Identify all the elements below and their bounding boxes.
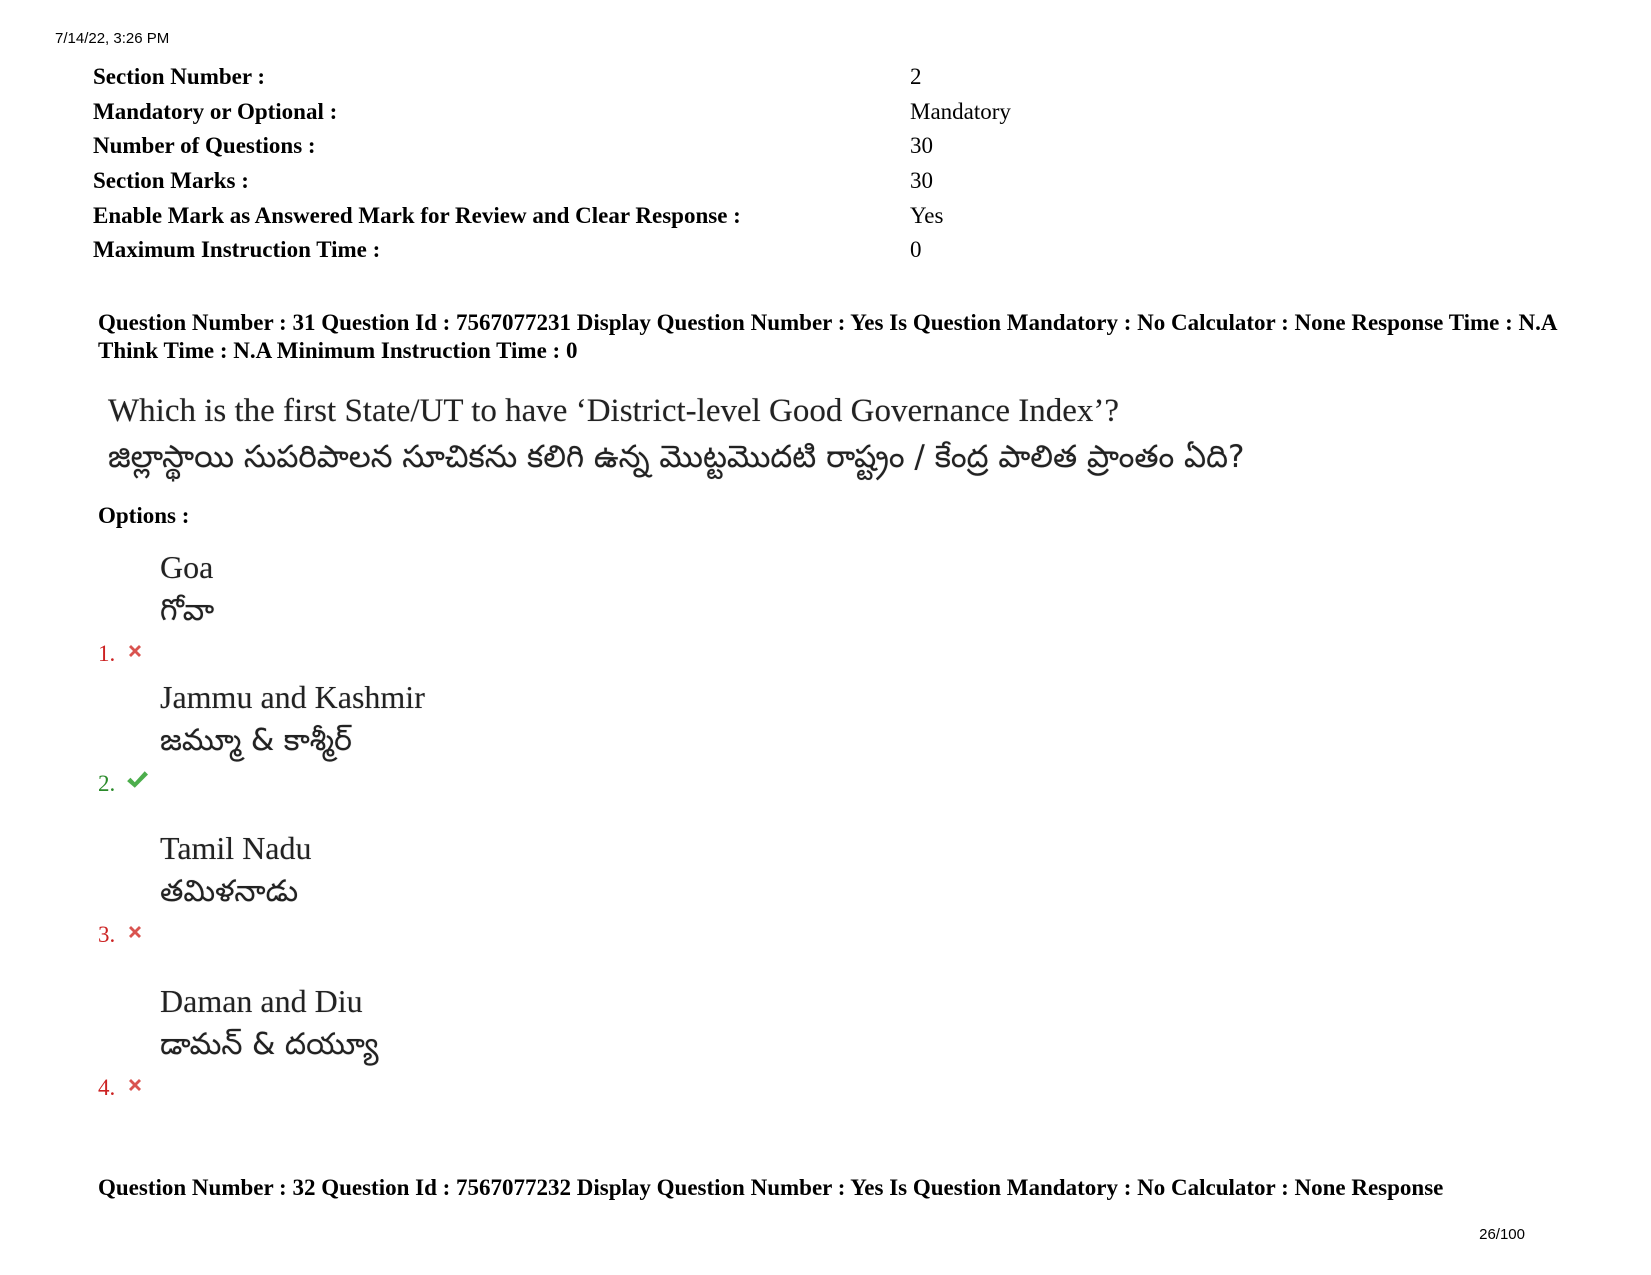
page-number: 26/100 xyxy=(1479,1226,1525,1243)
next-question-header: Question Number : 32 Question Id : 7567077232 Display Question Number : Yes Is Question Mandatory : No Calculator : None Response xyxy=(98,1175,1444,1200)
section-info-row xyxy=(93,198,1011,233)
option-text xyxy=(160,545,214,633)
section-info-row xyxy=(93,129,1011,164)
cross-icon xyxy=(125,1075,145,1095)
section-info-label: Maximum Instruction Time : xyxy=(93,237,381,263)
option-item xyxy=(98,826,898,956)
cross-icon xyxy=(125,922,145,942)
option-number: 1. xyxy=(98,641,116,666)
section-info-value: 2 xyxy=(910,64,922,90)
cross-icon xyxy=(125,641,145,661)
options-label: Options : xyxy=(98,503,190,528)
section-info-label: Enable Mark as Answered Mark for Review and Clear Response : xyxy=(93,202,741,228)
option-item xyxy=(98,545,898,675)
option-text-telugu: తమిళనాడు xyxy=(160,874,299,909)
question-header: Question Number : 31 Question Id : 7567077231 Display Question Number : Yes Is Question Mandatory : No Calculator : None Response Time : N.A Think Time : N.A Minimum Instruction Time : 0 xyxy=(98,310,1557,363)
option-text-english: Tamil Nadu xyxy=(160,830,312,866)
question-text xyxy=(108,388,1244,480)
option-text xyxy=(160,675,425,763)
section-info-label: Section Marks : xyxy=(93,168,249,194)
section-info-row xyxy=(93,164,1011,199)
section-info-table xyxy=(93,60,1011,268)
option-text-english: Jammu and Kashmir xyxy=(160,679,425,715)
option-text-telugu: డామన్ & దయ్యూ xyxy=(160,1027,379,1062)
option-text xyxy=(160,826,312,914)
section-info-label: Mandatory or Optional : xyxy=(93,98,338,124)
section-info-row xyxy=(93,60,1011,95)
option-text xyxy=(160,979,378,1067)
section-info-label: Section Number : xyxy=(93,64,266,90)
check-icon xyxy=(125,769,149,791)
section-info-row xyxy=(93,95,1011,130)
section-info-value: 30 xyxy=(910,168,933,194)
section-info-value: 0 xyxy=(910,237,922,263)
print-datetime: 7/14/22, 3:26 PM xyxy=(55,30,170,47)
option-item xyxy=(98,675,898,805)
option-text-telugu: గోవా xyxy=(160,593,215,628)
option-number: 4. xyxy=(98,1075,116,1100)
question-text-english: Which is the first State/UT to have ‘District-level Good Governance Index’? xyxy=(108,393,1120,429)
question-text-telugu: జిల్లాస్థాయి సుపరిపాలన సూచికను కలిగి ఉన్న మొట్టమొదటి రాష్ట్రం / కేంద్ర పాలిత ప్రాంతం ఏది? xyxy=(108,439,1245,475)
option-number: 2. xyxy=(98,771,116,796)
section-info-row xyxy=(93,233,1011,268)
option-text-english: Goa xyxy=(160,549,214,585)
option-text-telugu: జమ్మూ & కాశ్మీర్ xyxy=(160,723,352,758)
option-number: 3. xyxy=(98,922,116,947)
section-info-value: Mandatory xyxy=(910,98,1011,124)
option-text-english: Daman and Diu xyxy=(160,983,363,1019)
section-info-value: 30 xyxy=(910,133,933,159)
section-info-label: Number of Questions : xyxy=(93,133,316,159)
option-item xyxy=(98,979,898,1109)
section-info-value: Yes xyxy=(910,202,944,228)
